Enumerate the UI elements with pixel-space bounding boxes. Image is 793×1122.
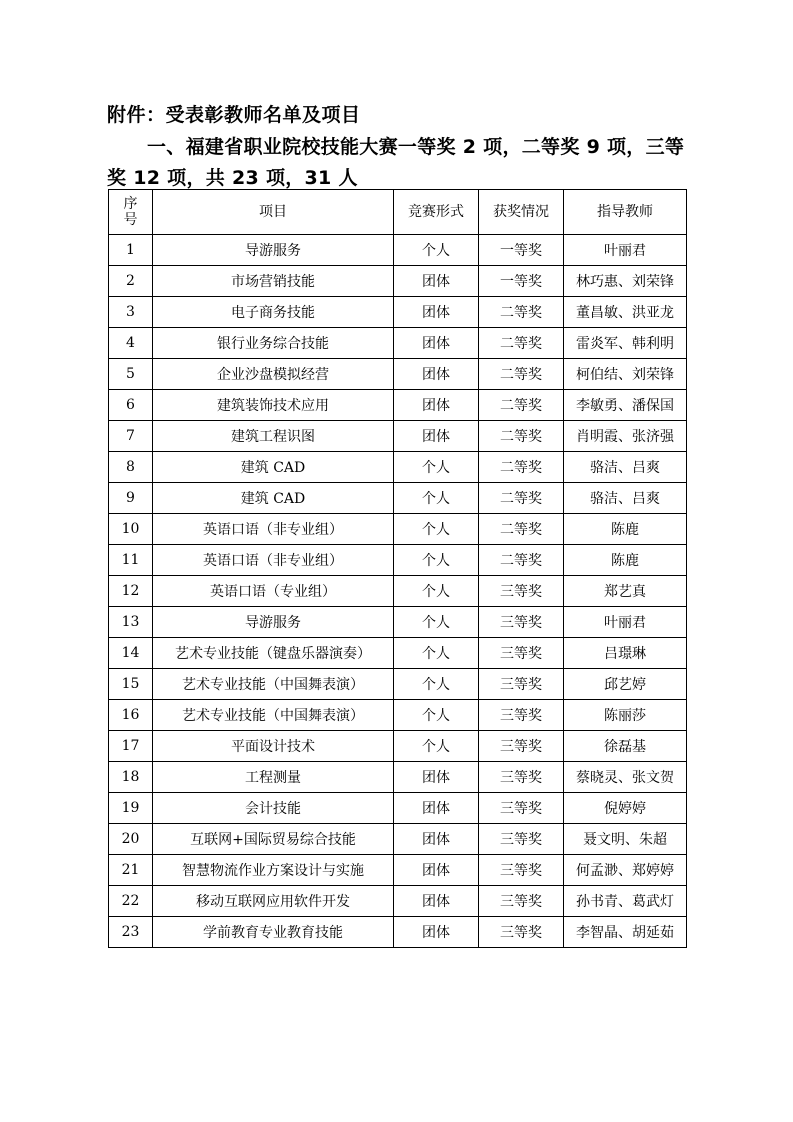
- table-row: [109, 793, 687, 824]
- cell-form: 个人: [394, 669, 479, 700]
- cell-form: 团体: [394, 297, 479, 328]
- cell-seq: 17: [109, 731, 153, 762]
- cell-seq: 2: [109, 266, 153, 297]
- cell-seq: 10: [109, 514, 153, 545]
- cell-form: 团体: [394, 328, 479, 359]
- cell-project: 银行业务综合技能: [153, 328, 394, 359]
- cell-award: 二等奖: [479, 297, 564, 328]
- cell-teacher: 倪婷婷: [564, 793, 687, 824]
- cell-teacher: 叶丽君: [564, 607, 687, 638]
- cell-seq: 5: [109, 359, 153, 390]
- table-row: [109, 359, 687, 390]
- header-seq-line1: 序: [123, 196, 138, 212]
- cell-seq: 18: [109, 762, 153, 793]
- cell-form: 个人: [394, 483, 479, 514]
- cell-award: 二等奖: [479, 514, 564, 545]
- cell-form: 个人: [394, 700, 479, 731]
- cell-project: 艺术专业技能（中国舞表演）: [153, 669, 394, 700]
- cell-award: 三等奖: [479, 669, 564, 700]
- cell-award: 三等奖: [479, 886, 564, 917]
- table-row: [109, 886, 687, 917]
- cell-seq: 3: [109, 297, 153, 328]
- cell-teacher: 雷炎军、韩利明: [564, 328, 687, 359]
- cell-project: 智慧物流作业方案设计与实施: [153, 855, 394, 886]
- cell-award: 三等奖: [479, 576, 564, 607]
- cell-seq: 8: [109, 452, 153, 483]
- table-row: [109, 638, 687, 669]
- cell-seq: 19: [109, 793, 153, 824]
- table-row: [109, 266, 687, 297]
- cell-form: 团体: [394, 855, 479, 886]
- section-heading: 一、福建省职业院校技能大赛一等奖 2 项，二等奖 9 项，三等奖 12 项，共 23 项，31 人: [107, 136, 685, 189]
- table-row: [109, 514, 687, 545]
- cell-project: 市场营销技能: [153, 266, 394, 297]
- table-row: [109, 390, 687, 421]
- cell-teacher: 叶丽君: [564, 235, 687, 266]
- cell-project: 移动互联网应用软件开发: [153, 886, 394, 917]
- cell-project: 建筑 CAD: [153, 452, 394, 483]
- cell-seq: 4: [109, 328, 153, 359]
- cell-award: 二等奖: [479, 421, 564, 452]
- cell-form: 个人: [394, 638, 479, 669]
- cell-form: 个人: [394, 452, 479, 483]
- cell-award: 三等奖: [479, 762, 564, 793]
- cell-project: 英语口语（专业组）: [153, 576, 394, 607]
- cell-project: 建筑工程识图: [153, 421, 394, 452]
- cell-project: 建筑 CAD: [153, 483, 394, 514]
- table-row: [109, 700, 687, 731]
- cell-seq: 6: [109, 390, 153, 421]
- cell-teacher: 李智晶、胡延茹: [564, 917, 687, 948]
- cell-award: 二等奖: [479, 483, 564, 514]
- cell-project: 会计技能: [153, 793, 394, 824]
- cell-seq: 15: [109, 669, 153, 700]
- cell-award: 三等奖: [479, 700, 564, 731]
- cell-form: 团体: [394, 421, 479, 452]
- cell-award: 二等奖: [479, 452, 564, 483]
- cell-award: 三等奖: [479, 917, 564, 948]
- cell-form: 团体: [394, 390, 479, 421]
- cell-teacher: 肖明霞、张济强: [564, 421, 687, 452]
- table-row: [109, 235, 687, 266]
- cell-form: 团体: [394, 917, 479, 948]
- cell-form: 个人: [394, 235, 479, 266]
- cell-seq: 7: [109, 421, 153, 452]
- cell-teacher: 邱艺婷: [564, 669, 687, 700]
- cell-teacher: 徐磊基: [564, 731, 687, 762]
- cell-teacher: 林巧惠、刘荣锋: [564, 266, 687, 297]
- cell-form: 个人: [394, 576, 479, 607]
- cell-teacher: 骆洁、吕爽: [564, 452, 687, 483]
- table-row: [109, 328, 687, 359]
- cell-project: 电子商务技能: [153, 297, 394, 328]
- cell-project: 互联网+国际贸易综合技能: [153, 824, 394, 855]
- cell-teacher: 陈鹿: [564, 514, 687, 545]
- cell-seq: 14: [109, 638, 153, 669]
- header-seq-line2: 号: [123, 212, 138, 228]
- cell-form: 团体: [394, 359, 479, 390]
- cell-project: 导游服务: [153, 235, 394, 266]
- cell-project: 建筑装饰技术应用: [153, 390, 394, 421]
- table-row: [109, 824, 687, 855]
- cell-form: 个人: [394, 731, 479, 762]
- cell-award: 三等奖: [479, 824, 564, 855]
- cell-form: 个人: [394, 514, 479, 545]
- cell-award: 三等奖: [479, 793, 564, 824]
- table-row: [109, 421, 687, 452]
- table-header-row: [109, 190, 687, 235]
- table-row: [109, 576, 687, 607]
- cell-teacher: 吕璟琳: [564, 638, 687, 669]
- cell-seq: 1: [109, 235, 153, 266]
- cell-award: 三等奖: [479, 607, 564, 638]
- cell-seq: 16: [109, 700, 153, 731]
- cell-project: 英语口语（非专业组）: [153, 545, 394, 576]
- cell-award: 二等奖: [479, 545, 564, 576]
- cell-teacher: 柯伯结、刘荣锋: [564, 359, 687, 390]
- table-row: [109, 731, 687, 762]
- cell-project: 企业沙盘模拟经营: [153, 359, 394, 390]
- header-form: 竞赛形式: [394, 190, 479, 235]
- cell-seq: 22: [109, 886, 153, 917]
- cell-teacher: 孙书青、葛武灯: [564, 886, 687, 917]
- cell-seq: 21: [109, 855, 153, 886]
- cell-teacher: 蔡晓灵、张文贺: [564, 762, 687, 793]
- table-row: [109, 607, 687, 638]
- cell-award: 一等奖: [479, 266, 564, 297]
- cell-teacher: 郑艺真: [564, 576, 687, 607]
- header-project: 项目: [153, 190, 394, 235]
- table-row: [109, 452, 687, 483]
- cell-seq: 13: [109, 607, 153, 638]
- cell-teacher: 陈鹿: [564, 545, 687, 576]
- cell-form: 团体: [394, 886, 479, 917]
- cell-teacher: 董昌敏、洪亚龙: [564, 297, 687, 328]
- cell-award: 一等奖: [479, 235, 564, 266]
- cell-teacher: 陈丽莎: [564, 700, 687, 731]
- table-row: [109, 297, 687, 328]
- cell-award: 三等奖: [479, 638, 564, 669]
- table-row: [109, 545, 687, 576]
- cell-project: 导游服务: [153, 607, 394, 638]
- header-award: 获奖情况: [479, 190, 564, 235]
- award-table: [108, 189, 687, 948]
- cell-project: 学前教育专业教育技能: [153, 917, 394, 948]
- header-seq: [109, 190, 153, 235]
- table-body: [109, 235, 687, 948]
- table-row: [109, 855, 687, 886]
- cell-project: 英语口语（非专业组）: [153, 514, 394, 545]
- cell-seq: 9: [109, 483, 153, 514]
- cell-award: 二等奖: [479, 390, 564, 421]
- header-teacher: 指导教师: [564, 190, 687, 235]
- cell-form: 团体: [394, 266, 479, 297]
- cell-seq: 11: [109, 545, 153, 576]
- cell-form: 个人: [394, 607, 479, 638]
- cell-seq: 20: [109, 824, 153, 855]
- cell-teacher: 聂文明、朱超: [564, 824, 687, 855]
- cell-teacher: 李敏勇、潘保国: [564, 390, 687, 421]
- cell-form: 团体: [394, 793, 479, 824]
- table-row: [109, 762, 687, 793]
- cell-seq: 23: [109, 917, 153, 948]
- cell-form: 团体: [394, 762, 479, 793]
- cell-project: 平面设计技术: [153, 731, 394, 762]
- cell-form: 团体: [394, 824, 479, 855]
- cell-teacher: 何孟渺、郑婷婷: [564, 855, 687, 886]
- cell-award: 二等奖: [479, 359, 564, 390]
- cell-award: 三等奖: [479, 731, 564, 762]
- cell-seq: 12: [109, 576, 153, 607]
- cell-teacher: 骆洁、吕爽: [564, 483, 687, 514]
- cell-project: 艺术专业技能（键盘乐器演奏）: [153, 638, 394, 669]
- table-row: [109, 917, 687, 948]
- cell-project: 工程测量: [153, 762, 394, 793]
- table-row: [109, 669, 687, 700]
- cell-award: 三等奖: [479, 855, 564, 886]
- attachment-title: 附件：受表彰教师名单及项目: [107, 104, 361, 126]
- cell-award: 二等奖: [479, 328, 564, 359]
- cell-project: 艺术专业技能（中国舞表演）: [153, 700, 394, 731]
- cell-form: 个人: [394, 545, 479, 576]
- table-row: [109, 483, 687, 514]
